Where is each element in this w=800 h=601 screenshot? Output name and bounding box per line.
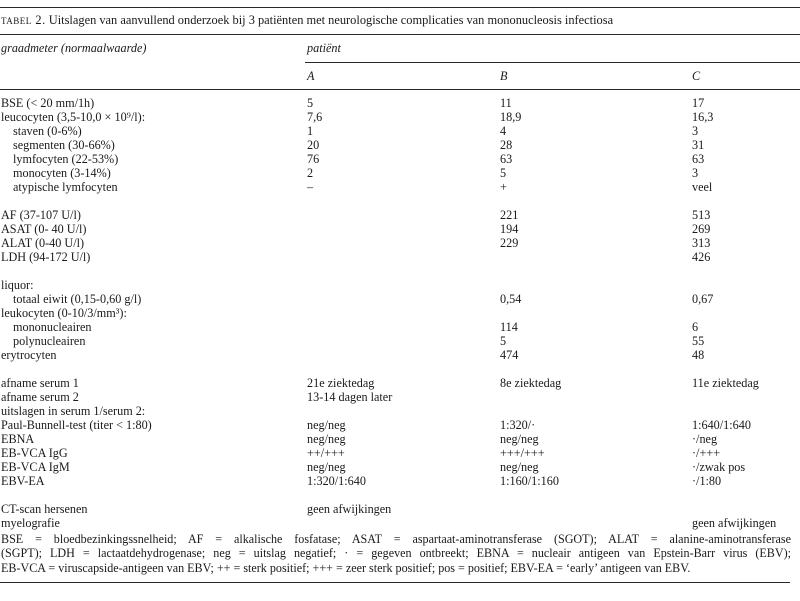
patient-a-value: 5: [307, 96, 314, 110]
patient-a-value: neg/neg: [307, 418, 346, 432]
table-row: [0, 404, 800, 418]
patient-c-value: 31: [692, 138, 705, 152]
row-label: Paul-Bunnell-test (titer < 1:80): [1, 418, 152, 432]
table-row: [0, 208, 800, 222]
patient-b-value: 1:160/1:160: [500, 474, 559, 488]
table-row: [0, 110, 800, 124]
row-label: polynucleairen: [13, 334, 86, 348]
row-label: segmenten (30-66%): [13, 138, 115, 152]
row-label: erytrocyten: [1, 348, 57, 362]
table-footnote: [1, 532, 791, 575]
table-row: [0, 250, 800, 264]
row-label: BSE (< 20 mm/1h): [1, 96, 95, 110]
table-row: [0, 334, 800, 348]
row-label: EB-VCA IgG: [1, 446, 68, 460]
header-rule: [0, 89, 800, 90]
table-row: [0, 502, 800, 516]
row-label: leucocyten (3,5-10,0 × 10⁹/l):: [1, 110, 146, 124]
patient-b-value: 8e ziektedag: [500, 376, 562, 390]
patient-b-value: +: [500, 180, 507, 194]
patient-c-value: 3: [692, 124, 699, 138]
patient-c-header: C: [692, 69, 701, 83]
patient-b-value: 63: [500, 152, 513, 166]
row-label: afname serum 1: [1, 376, 79, 390]
row-label: LDH (94-172 U/l): [1, 250, 91, 264]
row-label: ASAT (0- 40 U/l): [1, 222, 87, 236]
patient-a-value: geen afwijkingen: [307, 502, 392, 516]
patient-b-value: 221: [500, 208, 519, 222]
patient-a-value: 2: [307, 166, 314, 180]
patient-c-value: 3: [692, 166, 699, 180]
patient-b-value: 474: [500, 348, 519, 362]
patient-c-value: ·/+++: [692, 446, 721, 460]
patient-a-value: 21e ziektedag: [307, 376, 375, 390]
table-row: [0, 96, 800, 110]
table-row: [0, 376, 800, 390]
table-title: Uitslagen van aanvullend onderzoek bij 3 patiënten met neurologische complicaties van mononucleosis infectiosa: [48, 13, 614, 27]
table-row: [0, 124, 800, 138]
patient-c-value: 63: [692, 152, 705, 166]
table-row: [0, 460, 800, 474]
patient-a-value: neg/neg: [307, 460, 346, 474]
patient-b-value: 11: [500, 96, 512, 110]
table-row: [0, 390, 800, 404]
table-row: [0, 180, 800, 194]
row-label: lymfocyten (22-53%): [13, 152, 119, 166]
caption-rule: [0, 34, 800, 35]
patient-c-value: 313: [692, 236, 711, 250]
table-row: [0, 236, 800, 250]
table-row: [0, 320, 800, 334]
patient-b-value: 229: [500, 236, 519, 250]
patient-a-value: 1:320/1:640: [307, 474, 366, 488]
patient-group-rule: [305, 62, 800, 63]
patient-b-value: 4: [500, 124, 507, 138]
row-label: atypische lymfocyten: [13, 180, 118, 194]
footnote-line: EB-VCA = viruscapside-antigeen van EBV; ++ = sterk positief; +++ = zeer sterk positief; pos = positief; EBV-EA = ‘early’ antigeen van EBV.: [1, 560, 691, 575]
patient-a-header: A: [307, 69, 315, 83]
patient-c-value: 48: [692, 348, 705, 362]
patient-a-value: 13-14 dagen later: [307, 390, 393, 404]
patient-b-value: 5: [500, 334, 507, 348]
patient-c-value: 55: [692, 334, 705, 348]
table-caption: [1, 13, 613, 27]
patient-b-value: 194: [500, 222, 519, 236]
patient-a-value: 1: [307, 124, 314, 138]
row-label: myelografie: [1, 516, 60, 530]
table-row: [0, 418, 800, 432]
patient-c-value: ·/neg: [692, 432, 718, 446]
patient-b-value: +++/+++: [500, 446, 545, 460]
patient-b-value: 5: [500, 166, 507, 180]
table-row: [0, 306, 800, 320]
row-label: AF (37-107 U/l): [1, 208, 81, 222]
table-row: [0, 166, 800, 180]
row-label: uitslagen in serum 1/serum 2:: [1, 404, 146, 418]
patient-c-value: geen afwijkingen: [692, 516, 777, 530]
patient-b-value: 1:320/·: [500, 418, 536, 432]
patient-b-value: neg/neg: [500, 432, 539, 446]
patient-a-value: neg/neg: [307, 432, 346, 446]
footnote-line: (SGPT); LDH = lactaatdehydrogenase; neg = uitslag negatief; · = gegeven ontbreekt; EBNA = nucleair antigeen van Epstein-Barr virus (EBV);: [1, 546, 791, 561]
patient-c-value: 16,3: [692, 110, 714, 124]
patient-c-value: 513: [692, 208, 711, 222]
row-label: leukocyten (0-10/3/mm³):: [1, 306, 127, 320]
patient-a-value: 7,6: [307, 110, 323, 124]
param-column-header: graadmeter (normaalwaarde): [1, 41, 147, 55]
patient-c-value: 11e ziektedag: [692, 376, 759, 390]
table-row: [0, 348, 800, 362]
footnote-line: BSE = bloedbezinkingssnelheid; AF = alkalische fosfatase; ASAT = aspartaat-aminotransferase (SGOT); ALAT = alanine-aminotransferase: [1, 532, 791, 546]
patient-b-value: 28: [500, 138, 513, 152]
patient-a-value: 20: [307, 138, 320, 152]
patient-c-value: 0,67: [692, 292, 714, 306]
row-label: ALAT (0-40 U/l): [1, 236, 85, 250]
table-row: [0, 446, 800, 460]
table-row: [0, 432, 800, 446]
row-label: liquor:: [1, 278, 34, 292]
patient-c-value: 6: [692, 320, 699, 334]
patient-b-value: neg/neg: [500, 460, 539, 474]
patient-b-value: 18,9: [500, 110, 522, 124]
row-label: CT-scan hersenen: [1, 502, 88, 516]
table-row: [0, 278, 800, 292]
table-row: [0, 516, 800, 530]
top-rule: [0, 7, 800, 8]
row-label: EBNA: [1, 432, 35, 446]
patient-b-header: B: [500, 69, 508, 83]
row-label: monocyten (3-14%): [13, 166, 111, 180]
patient-b-value: 0,54: [500, 292, 522, 306]
patient-c-value: veel: [692, 180, 713, 194]
patient-c-value: 269: [692, 222, 711, 236]
row-label: totaal eiwit (0,15-0,60 g/l): [13, 292, 142, 306]
row-label: afname serum 2: [1, 390, 79, 404]
patient-c-value: 426: [692, 250, 711, 264]
table-label: tabel 2.: [1, 13, 46, 27]
patient-a-value: ++/+++: [307, 446, 345, 460]
bottom-rule: [0, 582, 790, 583]
table-row: [0, 474, 800, 488]
table-row: [0, 138, 800, 152]
patient-b-value: 114: [500, 320, 518, 334]
patient-a-value: –: [307, 180, 314, 194]
patient-a-value: 76: [307, 152, 320, 166]
patient-c-value: 17: [692, 96, 705, 110]
row-label: EBV-EA: [1, 474, 45, 488]
row-label: EB-VCA IgM: [1, 460, 70, 474]
row-label: mononucleairen: [13, 320, 92, 334]
patient-c-value: 1:640/1:640: [692, 418, 751, 432]
patient-group-header: patiënt: [307, 41, 341, 55]
table-row: [0, 292, 800, 306]
row-label: staven (0-6%): [13, 124, 82, 138]
patient-c-value: ·/1:80: [692, 474, 722, 488]
table-row: [0, 222, 800, 236]
patient-c-value: ·/zwak pos: [692, 460, 746, 474]
table-row: [0, 152, 800, 166]
